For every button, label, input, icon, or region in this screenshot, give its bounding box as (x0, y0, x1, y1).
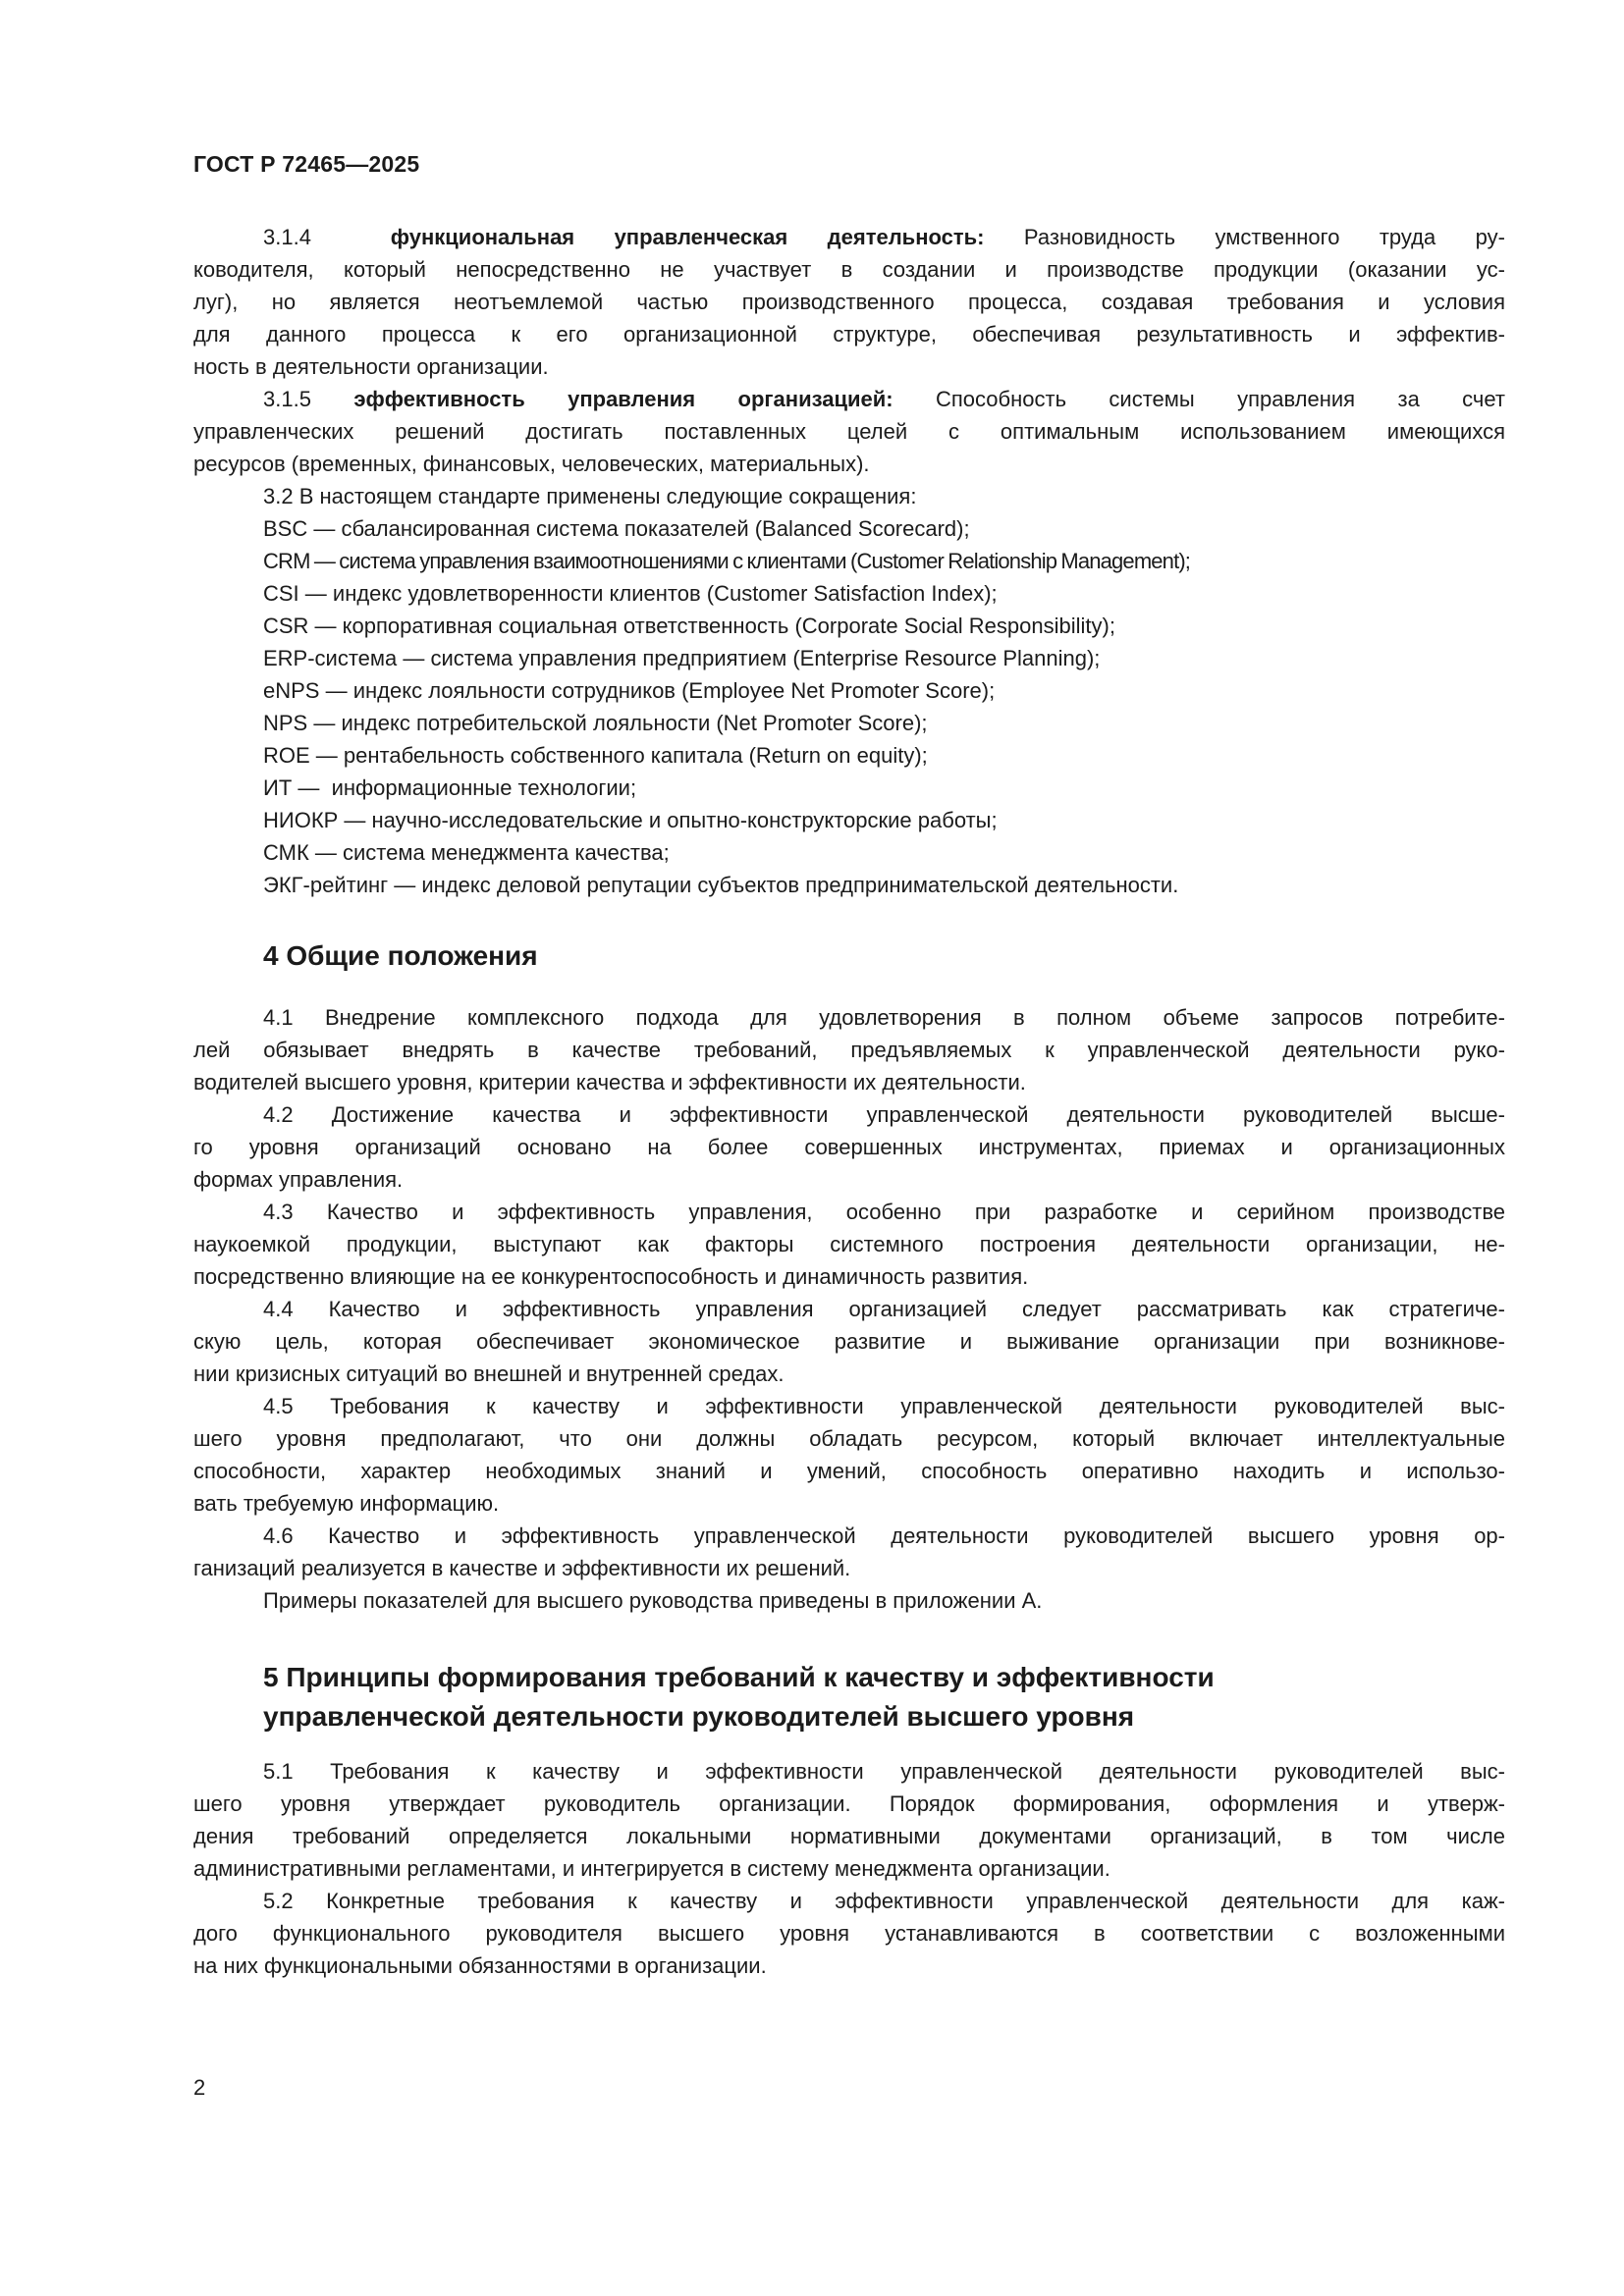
paragraph-line: шего уровня утверждает руководитель организации. Порядок формирования, оформления и утверж- (193, 1791, 1505, 1816)
definition-text: Разновидность умственного труда ру- (984, 225, 1505, 249)
abbreviation-item: NPS — индекс потребительской лояльности (Net Promoter Score); (263, 711, 928, 735)
paragraph-line: 4.6 Качество и эффективность управленческой деятельности руководителей высшего уровня ор- (263, 1523, 1505, 1548)
paragraph-line: ресурсов (временных, финансовых, человеческих, материальных). (193, 452, 870, 476)
abbreviation-item: ЭКГ-рейтинг — индекс деловой репутации субъектов предпринимательской деятельности. (263, 873, 1179, 897)
paragraph-line: Примеры показателей для высшего руководства приведены в приложении А. (263, 1588, 1043, 1613)
paragraph-5-2 (193, 1885, 1505, 1982)
abbreviation-item: ROE — рентабельность собственного капитала (Return on equity); (263, 743, 928, 768)
definition-text: Способность системы управления за счет (893, 387, 1505, 411)
defined-term: эффективность управления организацией: (353, 387, 893, 411)
paragraph-line: на них функциональными обязанностями в организации. (193, 1953, 767, 1978)
paragraph-line: луг), но является неотъемлемой частью производственного процесса, создавая требования и условия (193, 290, 1505, 314)
abbreviation-item: СМК — система менеджмента качества; (263, 840, 670, 865)
paragraph-line: вать требуемую информацию. (193, 1491, 500, 1516)
paragraph-line (193, 383, 1505, 415)
page-number: 2 (193, 2075, 206, 2100)
paragraph-4-5 (193, 1390, 1505, 1520)
paragraph-4-4 (193, 1293, 1505, 1390)
paragraph-4-3 (193, 1196, 1505, 1293)
paragraph-3-1-5 (193, 383, 1505, 480)
section-heading-4: 4 Общие положения (263, 940, 538, 971)
clause-number: 3.1.5 (263, 387, 311, 411)
abbreviation-item: ИТ — информационные технологии; (263, 775, 637, 800)
paragraph-line: шего уровня предполагают, что они должны обладать ресурсом, который включает интеллектуальные (193, 1426, 1505, 1451)
paragraph-line: 4.1 Внедрение комплексного подхода для удовлетворения в полном объеме запросов потребите- (263, 1005, 1505, 1030)
paragraph-line: водителей высшего уровня, критерии качества и эффективности их деятельности. (193, 1070, 1026, 1095)
paragraph-5-1 (193, 1755, 1505, 1885)
paragraph-line (193, 221, 1505, 253)
clause-number: 3.1.4 (263, 225, 311, 249)
paragraph-4-6-note (193, 1584, 1505, 1617)
paragraph-line: 3.2 В настоящем стандарте применены следующие сокращения: (263, 484, 917, 508)
paragraph-line: способности, характер необходимых знаний и умений, способность оперативно находить и использо- (193, 1459, 1505, 1483)
section-heading-5 (193, 1658, 1505, 1736)
paragraph-line: формах управления. (193, 1167, 404, 1192)
paragraph-4-2 (193, 1098, 1505, 1196)
paragraph-line: 5.1 Требования к качеству и эффективности управленческой деятельности руководителей выс- (263, 1759, 1505, 1784)
paragraph-line: 5.2 Конкретные требования к качеству и эффективности управленческой деятельности для каж- (263, 1889, 1505, 1913)
paragraph-line: ганизаций реализуется в качестве и эффективности их решений. (193, 1556, 851, 1580)
heading-line: управленческой деятельности руководителей высшего уровня (263, 1701, 1135, 1732)
paragraph-line: нии кризисных ситуаций во внешней и внутренней средах. (193, 1362, 785, 1386)
paragraph-line: управленческих решений достигать поставленных целей с оптимальным использованием имеющихся (193, 419, 1505, 444)
abbreviation-item: CRM — система управления взаимоотношениями с клиентами (Customer Relationship Management); (263, 549, 1191, 573)
heading-line: 5 Принципы формирования требований к качеству и эффективности (263, 1662, 1215, 1692)
abbreviation-item: ERP-система — система управления предприятием (Enterprise Resource Planning); (263, 646, 1101, 670)
paragraph-4-1 (193, 1001, 1505, 1098)
abbreviation-item: BSC — сбалансированная система показателей (Balanced Scorecard); (263, 516, 970, 541)
paragraph-line: дения требований определяется локальными нормативными документами организаций, в том числе (193, 1824, 1505, 1848)
paragraph-line: дого функционального руководителя высшего уровня устанавливаются в соответствии с возложенными (193, 1921, 1505, 1946)
paragraph-3-1-4 (193, 221, 1505, 383)
abbreviation-item: CSI — индекс удовлетворенности клиентов (Customer Satisfaction Index); (263, 581, 998, 606)
document-body (193, 221, 1505, 1982)
abbreviation-item: CSR — корпоративная социальная ответственность (Corporate Social Responsibility); (263, 614, 1115, 638)
paragraph-line: 4.5 Требования к качеству и эффективности управленческой деятельности руководителей выс- (263, 1394, 1505, 1418)
paragraph-line: скую цель, которая обеспечивает экономическое развитие и выживание организации при возникнове- (193, 1329, 1505, 1354)
paragraph-line: 4.2 Достижение качества и эффективности управленческой деятельности руководителей высше- (263, 1102, 1505, 1127)
paragraph-line: 4.3 Качество и эффективность управления, особенно при разработке и серийном производстве (263, 1200, 1505, 1224)
paragraph-line: посредственно влияющие на ее конкурентоспособность и динамичность развития. (193, 1264, 1029, 1289)
paragraph-4-6 (193, 1520, 1505, 1584)
paragraph-line: ность в деятельности организации. (193, 354, 549, 379)
document-header: ГОСТ Р 72465—2025 (193, 151, 420, 177)
abbreviation-item: НИОКР — научно-исследовательские и опытно-конструкторские работы; (263, 808, 998, 832)
paragraph-line: 4.4 Качество и эффективность управления организацией следует рассматривать как стратегиче- (263, 1297, 1505, 1321)
paragraph-line: го уровня организаций основано на более совершенных инструментах, приемах и организационных (193, 1135, 1505, 1159)
abbreviations-list (193, 512, 1505, 901)
paragraph-line: лей обязывает внедрять в качестве требований, предъявляемых к управленческой деятельности руко- (193, 1038, 1505, 1062)
paragraph-line: для данного процесса к его организационной структуре, обеспечивая результативность и эффектив- (193, 322, 1505, 347)
paragraph-line: наукоемкой продукции, выступают как факторы системного построения деятельности организации, не- (193, 1232, 1505, 1256)
paragraph-line: ководителя, который непосредственно не участвует в создании и производстве продукции (оказании ус- (193, 257, 1505, 282)
paragraph-line: административными регламентами, и интегрируется в систему менеджмента организации. (193, 1856, 1110, 1881)
paragraph-3-2 (193, 480, 1505, 512)
abbreviation-item: eNPS — индекс лояльности сотрудников (Employee Net Promoter Score); (263, 678, 996, 703)
defined-term: функциональная управленческая деятельность: (390, 225, 985, 249)
